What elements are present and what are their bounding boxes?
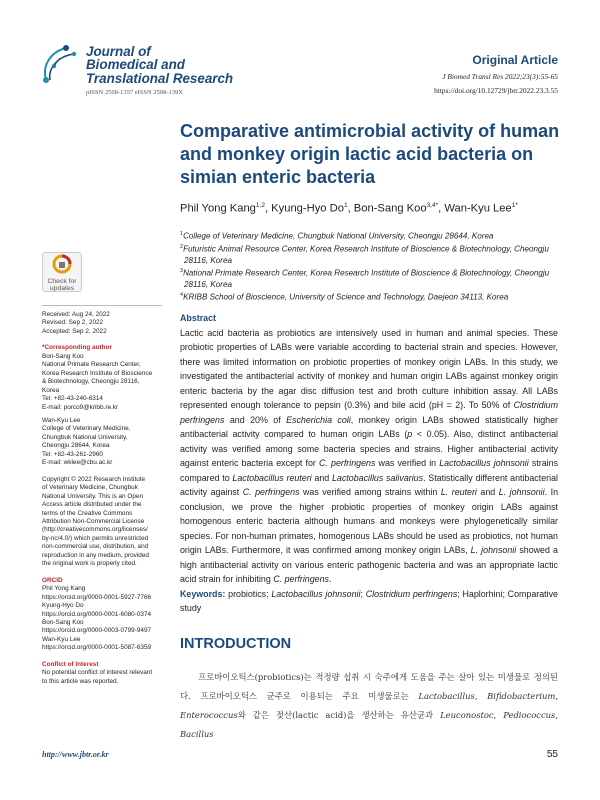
- article-title: [180, 120, 570, 189]
- affiliation-text: College of Veterinary Medicine, Chungbuk National University, Cheongju 28644, Korea: [183, 231, 494, 241]
- intro-text: ,: [474, 691, 488, 701]
- p-value-symbol: p: [407, 429, 413, 439]
- keyword-text: ;: [360, 588, 366, 599]
- author-name: Kyung-Hyo Do: [271, 202, 344, 215]
- species-name: Lactobacillus reuteri: [232, 472, 312, 483]
- abstract-text: < 0.05). Also, distinct antibacterial activity was verified among some bacteria species and strains. Higher antibacterial activity against enteric bacteria except for: [180, 429, 558, 468]
- journal-website-link[interactable]: http://www.jbtr.or.kr: [42, 750, 109, 759]
- author-affil-sup: 1,2: [255, 202, 265, 209]
- abstract-text: and: [311, 472, 332, 483]
- copyright-line: of Veterinary Medicine, Chungbuk: [42, 484, 138, 492]
- abstract-text: strains compared to: [180, 458, 559, 483]
- issn: pISSN 2508-1357 eISSN 2508-139X: [86, 89, 183, 96]
- affiliation-text: KRIBB School of Bioscience, University of Science and Technology, Daejeon 34113, Korea: [183, 292, 509, 302]
- intro-text: ,: [555, 710, 559, 720]
- journal-name-line2: Biomedical and: [86, 57, 185, 73]
- orcid-link[interactable]: https://orcid.org/0000-0003-0799-9497: [42, 627, 152, 635]
- species-name: L. johnsonii: [470, 545, 517, 555]
- affiliation-item: [180, 242, 560, 266]
- journal-name-line1: Journal of: [86, 44, 151, 59]
- keyword-species: Lactobacillus johnsonii: [271, 588, 361, 599]
- sidebar: [42, 311, 166, 686]
- copyright-line: reproduction in any medium, provided: [42, 551, 149, 559]
- author-name: Phil Yong Kang: [180, 202, 256, 215]
- abstract-text: and: [476, 487, 499, 497]
- keyword-species: Clostridium perfringens: [365, 588, 458, 599]
- abstract-text: and 20% of: [224, 414, 287, 425]
- conflict-line: to this article was reported.: [42, 677, 119, 685]
- species-name: C. perfringens: [273, 574, 329, 584]
- license-link[interactable]: (http://creativecommons.org/licenses/: [42, 526, 148, 534]
- species-name: Lactobacillus salivarius: [331, 472, 424, 483]
- sidebar-line: & Biotechnology, Cheongju 28116,: [42, 378, 140, 386]
- author-sep: ,: [264, 202, 272, 215]
- abstract-body: [180, 326, 558, 587]
- sidebar-line: Wan-Kyu Lee: [42, 416, 81, 424]
- affiliation-num: 3: [180, 267, 184, 274]
- journal-name-line3: Translational Research: [86, 70, 234, 86]
- genus-name: Bifidobacterium: [487, 691, 556, 701]
- sidebar-line: Chungbuk National University,: [42, 433, 128, 441]
- author-name: Bon-Sang Koo: [353, 202, 427, 215]
- abstract-text: .: [329, 574, 332, 584]
- affiliation-num: 2: [180, 243, 184, 250]
- article-type: Original Article: [472, 53, 558, 67]
- abstract-heading: Abstract: [180, 313, 217, 323]
- affiliation-text: Futuristic Animal Resource Center, Korea Research Institute of Bioscience & Biotechnology, Cheongju 28116, Korea: [183, 244, 549, 265]
- conflict-line: No potential conflict of interest relevant: [42, 669, 153, 677]
- author-affil-sup: 3,4*: [426, 202, 439, 209]
- species-name: Clostridium perfringens: [180, 400, 558, 425]
- copyright-line: terms of the Creative Commons: [42, 509, 133, 517]
- intro-text: 와 같은 젖산(lactic acid)을 생산하는 유산균과: [237, 710, 441, 720]
- author-affil-sup: 1*: [511, 202, 518, 209]
- email-link[interactable]: E-mail: wklee@cbu.ac.kr: [42, 459, 113, 467]
- check-for-updates-label: [42, 278, 82, 292]
- sidebar-line: Korea: [42, 386, 60, 394]
- title-line: and monkey origin lactic acid bacteria on: [180, 144, 534, 164]
- intro-text: ,: [493, 710, 504, 720]
- conflict-heading: Conflict of Interest: [42, 660, 99, 668]
- affiliation-num: 4: [180, 292, 184, 299]
- abstract-text: was verified in: [375, 458, 440, 468]
- journal-logo-icon: [40, 40, 92, 86]
- genus-name: Enterococcus: [180, 710, 238, 720]
- orcid-name: Bon-Sang Koo: [42, 618, 84, 626]
- orcid-name: Phil Yong Kang: [42, 585, 86, 593]
- keywords-label: Keywords:: [180, 588, 226, 599]
- author-list: [180, 202, 518, 215]
- sidebar-line: Tel: +82-43-240-6314: [42, 395, 103, 403]
- keyword-text: probiotics;: [225, 588, 272, 599]
- copyright-line: the original work is properly cited.: [42, 560, 137, 568]
- introduction-body: [180, 668, 558, 744]
- sidebar-line: Tel: +82-43-261-2960: [42, 450, 103, 458]
- species-name: Lactobacillus johnsonii: [439, 458, 529, 468]
- genus-name: Leuconostoc: [440, 710, 494, 720]
- copyright-line: Attribution Non-Commercial License: [42, 517, 145, 525]
- intro-text: 프로바이오틱스(probiotics)는 적정량 섭취 시 숙주에게 도움을 주는 살아 있는 미생물로 정의된다. 프로바이오틱스 균주로 이용되는 주요 미생물로는: [180, 672, 558, 701]
- doi-link[interactable]: https://doi.org/10.12729/jbtr.2022.23.3.55: [434, 86, 558, 95]
- sidebar-line: Korea Research Institute of Bioscience: [42, 369, 153, 377]
- affiliation-text: National Primate Research Center, Korea Research Institute of Bioscience & Biotechnology, Cheongju 28116, Korea: [183, 268, 550, 289]
- copyright-line: non-commercial use, distribution, and: [42, 543, 149, 551]
- title-line: simian enteric bacteria: [180, 167, 376, 187]
- copyright-line: National University. This is an Open: [42, 492, 143, 500]
- species-name: Escherichia coli: [286, 414, 351, 425]
- title-line: Comparative antimicrobial activity of human: [180, 121, 560, 141]
- abstract-text: , monkey origin LABs showed statistically higher antibacterial activity compared to human origin LABs (: [180, 414, 558, 439]
- orcid-link[interactable]: https://orcid.org/0000-0001-6080-0374: [42, 610, 152, 618]
- author-sep: ,: [438, 202, 445, 215]
- abstract-text: was verified among strains within: [299, 487, 441, 497]
- genus-name: Lactobacillus: [418, 691, 475, 701]
- updates-line: updates: [49, 285, 75, 293]
- copyright-line: Copyright © 2022 Research Institute: [42, 475, 146, 483]
- abstract-text: Lactic acid bacteria as probiotics are intensively used in human and animal species. These probiotic properties of LABs were variable according to bacterial strain and species. However, there was limited information on probiotic properties of monkey origin LABs. In this study, we investigated the antibacterial activity of monkey and human origin LABs against monkey origin enteric bacteria by the agar disc diffusion test and broth culture inhibition assay. All LABs represented enough tolerance to pepsin (0.3%) and bile acid (pH = 2). To 50% of: [180, 327, 558, 410]
- received-date: Received: Aug 24, 2022: [42, 311, 110, 318]
- accepted-date: Accepted: Sep 2, 2022: [42, 327, 107, 335]
- updates-line: Check for: [47, 278, 77, 285]
- species-name: L. johnsonii: [498, 487, 545, 497]
- keywords: [180, 587, 558, 616]
- revised-date: Revised: Sep 2, 2022: [42, 319, 104, 327]
- species-name: L. reuteri: [440, 487, 477, 497]
- species-name: C. perfringens: [319, 458, 376, 468]
- journal-name: [86, 45, 233, 85]
- page-number: 55: [546, 749, 558, 760]
- affiliation-item: [180, 266, 560, 290]
- genus-name: Pediococcus: [503, 710, 556, 720]
- genus-name: Bacillus: [180, 729, 214, 739]
- keyword-text: ; Haplorhini; Comparative study: [180, 588, 558, 613]
- abstract-text: . In conclusion, we prove the higher probiotic properties of monkey origin LABs against homogenous enteric bacteria although humans and monkeys were phylogenetically similar species. For non-human primates, homogenous LABs should be used as probiotics, not human origin LABs. Furthermore, it was confirmed among monkey origin LABs,: [180, 487, 559, 555]
- orcid-link[interactable]: https://orcid.org/0000-0001-5927-7766: [42, 593, 152, 601]
- introduction-heading: INTRODUCTION: [180, 636, 292, 652]
- abstract: [180, 311, 558, 616]
- copyright-line: Access article distributed under the: [42, 501, 142, 509]
- copyright-line: by-nc/4.0/) which permits unrestricted: [42, 534, 149, 542]
- affiliation-num: 1: [180, 231, 184, 237]
- abstract-text: . Statistically different antibacterial activity against: [180, 472, 558, 497]
- email-link[interactable]: E-mail: porco9@kribb.re.kr: [42, 403, 119, 411]
- corresponding-author-heading: *Corresponding author: [42, 344, 112, 352]
- affiliation-item: [180, 229, 560, 242]
- species-name: C. perfringens: [242, 487, 300, 497]
- sidebar-divider: [42, 305, 162, 306]
- orcid-heading: ORCID: [42, 576, 63, 584]
- author-affil-sup: 1: [343, 202, 348, 209]
- affiliations: [180, 229, 560, 303]
- intro-text: ,: [555, 691, 559, 701]
- orcid-name: Wan-Kyu Lee: [42, 635, 81, 643]
- author-sep: ,: [347, 202, 354, 215]
- sidebar-line: Bon-Sang Koo: [42, 352, 84, 360]
- affiliation-item: [180, 290, 560, 303]
- sidebar-line: Cheongju 28644, Korea: [42, 442, 110, 450]
- abstract-text: showed a high antibacterial activity on various enteric pathogenic bacteria and was an appropriate lactic acid strain for inhibiting: [180, 545, 558, 584]
- citation: J Biomed Transl Res 2022;23(3):55-65: [442, 72, 558, 81]
- sidebar-line: College of Veterinary Medicine,: [42, 425, 131, 433]
- orcid-link[interactable]: https://orcid.org/0000-0001-5087-6359: [42, 644, 152, 652]
- sidebar-line: National Primate Research Center,: [42, 361, 141, 369]
- author-name: Wan-Kyu Lee: [444, 202, 512, 215]
- orcid-name: Kyung-Hyo Do: [42, 602, 84, 610]
